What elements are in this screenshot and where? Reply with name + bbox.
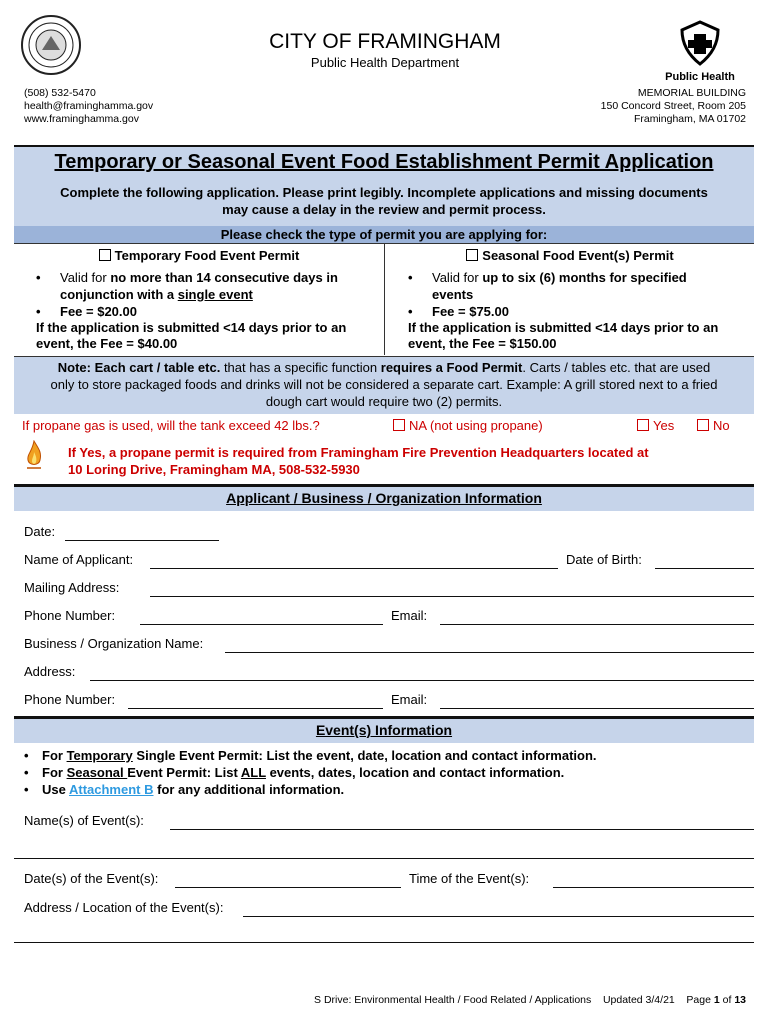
temporary-label: Temporary Food Event Permit (114, 248, 300, 263)
subtitle-line-1: Complete the following application. Please print legibly. Incomplete applications and missing documents (60, 185, 708, 200)
seasonal-permit-option[interactable] (386, 245, 754, 263)
event-names-field[interactable] (170, 829, 754, 830)
yes-checkbox[interactable] (637, 419, 649, 431)
contact-right (601, 87, 746, 126)
event-address-field[interactable] (243, 916, 754, 917)
page-footer (314, 994, 746, 1006)
instruction-2-underline: Seasonal (66, 765, 128, 780)
email: health@framinghamma.gov (24, 100, 154, 112)
instruction-2: • For Seasonal Event Permit: List ALL events, dates, location and contact information. (24, 765, 565, 780)
seasonal-fee: • Fee = $75.00 (408, 304, 509, 319)
instruction-1: • For Temporary Single Event Permit: List the event, date, location and contact information. (24, 748, 597, 763)
seasonal-valid-line2: events (432, 287, 474, 302)
seasonal-valid-pre: Valid for (432, 270, 483, 285)
event-dates-field[interactable] (175, 887, 401, 888)
propane-na-option[interactable] (393, 418, 543, 433)
footer-total-pages: 13 (734, 994, 746, 1006)
business-phone-label: Phone Number: (24, 692, 116, 707)
footer-path: S Drive: Environmental Health / Food Related / Applications (314, 994, 592, 1006)
instruction-2-mid: Event Permit: List (127, 765, 241, 780)
city-name: CITY OF FRAMINGHAM (269, 30, 501, 53)
seasonal-late-line1: If the application is submitted <14 days prior to an (408, 320, 719, 335)
footer-updated: Updated 3/4/21 (602, 994, 675, 1006)
business-address-label: Address: (24, 664, 76, 679)
date-field[interactable] (65, 540, 219, 541)
email-label: Email: (391, 608, 428, 623)
cart-note (14, 356, 754, 414)
business-address-field[interactable] (90, 680, 754, 681)
instruction-2-pre: For (42, 765, 67, 780)
column-divider (384, 243, 385, 355)
business-name-field[interactable] (225, 652, 754, 653)
applicant-section-header (14, 484, 754, 511)
business-email-label: Email: (391, 692, 428, 707)
footer-page-prefix: Page (686, 994, 714, 1006)
event-time-label: Time of the Event(s): (409, 871, 530, 886)
seasonal-valid: • Valid for up to six (6) months for specified events (408, 270, 687, 302)
seasonal-fee-text: Fee = $75.00 (432, 304, 509, 319)
yes-label: Yes (653, 418, 675, 433)
note-line-1 (14, 359, 754, 376)
temporary-late-line2: event, the Fee = $40.00 (36, 336, 178, 351)
seasonal-late-fee (386, 320, 754, 352)
event-names-field-2[interactable] (14, 858, 754, 859)
business-email-field[interactable] (440, 708, 754, 709)
temporary-valid-line2a: conjunction with a (60, 287, 178, 302)
propane-no-option[interactable] (697, 418, 730, 433)
no-label: No (713, 418, 730, 433)
na-checkbox[interactable] (393, 419, 405, 431)
seasonal-permit-column (386, 245, 754, 352)
seasonal-valid-bold: up to six (6) months for specified (482, 270, 687, 285)
city-state: Framingham, MA 01702 (633, 113, 746, 125)
attachment-b-link[interactable]: Attachment B (68, 782, 154, 797)
contact-left (24, 87, 153, 126)
flame-icon (24, 440, 44, 470)
instruction-1-pre: For (42, 748, 67, 763)
email-field[interactable] (440, 624, 754, 625)
phone-label: Phone Number: (24, 608, 116, 623)
temporary-valid-line2b: single event (177, 287, 253, 302)
seasonal-late-line2: event, the Fee = $150.00 (408, 336, 557, 351)
note-line-3: dough cart would require two (2) permits. (265, 394, 503, 409)
instruction-1-underline: Temporary (66, 748, 133, 763)
no-checkbox[interactable] (697, 419, 709, 431)
instruction-2-underline-all: ALL (240, 765, 266, 780)
event-address-label: Address / Location of the Event(s): (24, 900, 224, 915)
events-instructions (24, 747, 597, 798)
public-health-logo-text: Public Health (665, 71, 735, 83)
temporary-late-fee (14, 320, 384, 352)
applicant-section-title: Applicant / Business / Organization Information (226, 490, 542, 506)
note-mid: that has a specific function (220, 360, 381, 375)
note-rest: . Carts / tables etc. that are used (522, 360, 711, 375)
temporary-fee: • Fee = $20.00 (36, 304, 137, 319)
form-subtitle (34, 184, 734, 218)
temporary-checkbox[interactable] (99, 249, 111, 261)
temporary-fee-text: Fee = $20.00 (60, 304, 137, 319)
department-name: Public Health Department (310, 55, 460, 70)
temporary-permit-column (14, 245, 384, 352)
instruction-3-rest: for any additional information. (153, 782, 345, 797)
temporary-valid-pre: Valid for (60, 270, 111, 285)
permit-type-header: Please check the type of permit you are applying for: (14, 226, 754, 244)
mailing-address-field[interactable] (150, 596, 754, 597)
date-label: Date: (24, 524, 56, 539)
dob-label: Date of Birth: (566, 552, 642, 567)
temporary-valid: • Valid for no more than 14 consecutive days in conjunction with a single event (36, 270, 338, 302)
propane-yes-option[interactable] (637, 418, 674, 433)
propane-warning-line1: If Yes, a propane permit is required from Framingham Fire Prevention Headquarters located at (68, 445, 649, 460)
events-section-header (14, 716, 754, 743)
events-section-title: Event(s) Information (315, 722, 453, 738)
event-time-field[interactable] (553, 887, 754, 888)
business-name-label: Business / Organization Name: (24, 636, 204, 651)
note-line-2: only to store packaged foods and drinks will not be considered a separate cart. Example: A grill stored next to a fried (50, 377, 718, 392)
na-label: NA (not using propane) (409, 418, 543, 433)
applicant-name-label: Name of Applicant: (24, 552, 134, 567)
propane-warning (68, 444, 649, 478)
business-phone-field[interactable] (128, 708, 383, 709)
temporary-valid-bold: no more than 14 consecutive days in (110, 270, 338, 285)
street: 150 Concord Street, Room 205 (600, 100, 746, 112)
event-dates-label: Date(s) of the Event(s): (24, 871, 159, 886)
title-block (14, 145, 754, 227)
note-req: requires a Food Permit (380, 360, 523, 375)
event-address-field-2[interactable] (14, 942, 754, 943)
event-names-label: Name(s) of Event(s): (24, 813, 144, 828)
footer-of: of (719, 994, 735, 1006)
footer-page-number: 1 (713, 994, 720, 1006)
phone: (508) 532-5470 (24, 87, 96, 99)
seasonal-label: Seasonal Food Event(s) Permit (482, 248, 674, 263)
temporary-permit-option[interactable] (14, 245, 384, 263)
instruction-1-rest: Single Event Permit: List the event, date, location and contact information. (132, 748, 597, 763)
temporary-late-line1: If the application is submitted <14 days prior to an (36, 320, 347, 335)
phone-field[interactable] (140, 624, 383, 625)
propane-warning-line2: 10 Loring Drive, Framingham MA, 508-532-5930 (68, 462, 360, 477)
mailing-address-label: Mailing Address: (24, 580, 120, 595)
instruction-3-pre: Use (42, 782, 69, 797)
seasonal-checkbox[interactable] (466, 249, 478, 261)
note-lead: Note: Each cart / table etc. (57, 360, 221, 375)
applicant-name-field[interactable] (150, 568, 558, 569)
subtitle-line-2: may cause a delay in the review and permit process. (222, 202, 546, 217)
dob-field[interactable] (655, 568, 754, 569)
website: www.framinghamma.gov (24, 113, 139, 125)
instruction-3: • Use Attachment B for any additional information. (24, 782, 345, 797)
form-title: Temporary or Seasonal Event Food Establishment Permit Application (54, 151, 714, 173)
propane-question: If propane gas is used, will the tank exceed 42 lbs.? (22, 418, 320, 433)
building: MEMORIAL BUILDING (637, 87, 746, 99)
instruction-2-rest: events, dates, location and contact information. (265, 765, 565, 780)
